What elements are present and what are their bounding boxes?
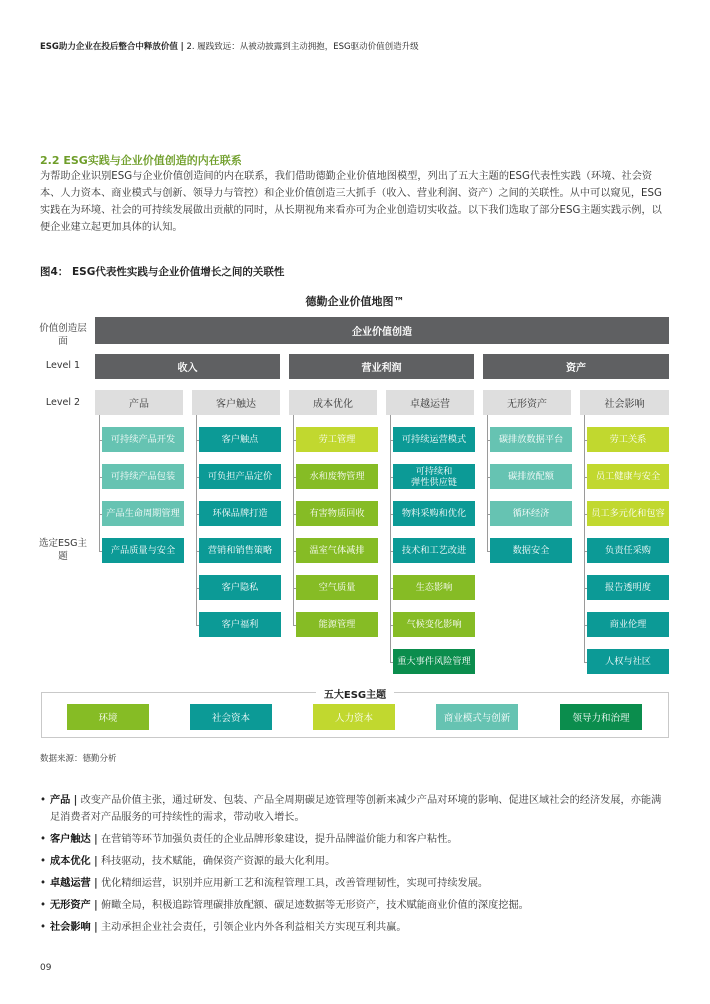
esg-theme-business-model: 商业模式与创新	[436, 704, 518, 730]
row-label-value-creation: 价值创造层面	[39, 323, 87, 347]
header-separator: |	[180, 42, 184, 52]
esg-topic-box: 可持续和 弹性供应链	[393, 464, 475, 489]
header-doc-title: ESG助力企业在投后整合中释放价值	[40, 42, 178, 52]
bullet-separator: |	[73, 795, 78, 806]
level1-operating-profit: 营业利润	[289, 354, 474, 379]
esg-topic-box: 报告透明度	[587, 575, 669, 600]
esg-topic-box: 技术和工艺改进	[393, 538, 475, 563]
bullet-text: 在营销等环节加强负责任的企业品牌形象建设，提升品牌溢价能力和客户粘性。	[100, 834, 458, 845]
bullet-term: 产品	[50, 795, 71, 806]
esg-topic-box: 客户隐私	[199, 575, 281, 600]
running-header	[40, 40, 419, 52]
esg-topic-box: 水和废物管理	[296, 464, 378, 489]
header-chapter: 2. 履践致远：从被动披露到主动拥抱，ESG驱动价值创造升级	[186, 42, 419, 52]
bullet-separator: |	[94, 878, 98, 889]
bullet-separator: |	[94, 922, 98, 933]
page-number: 09	[40, 963, 52, 973]
esg-topic-box: 劳工关系	[587, 427, 669, 452]
esg-topic-box: 负责任采购	[587, 538, 669, 563]
esg-topic-box: 可持续运营模式	[393, 427, 475, 452]
esg-topic-box: 碳排放配额	[490, 464, 572, 489]
level2-cost-optimization: 成本优化	[289, 390, 377, 415]
value-creation-bar: 企业价值创造	[95, 317, 669, 344]
level2-product: 产品	[95, 390, 183, 415]
figure-title: 图4： ESG代表性实践与企业价值增长之间的关联性	[40, 266, 285, 278]
esg-topic-box: 可持续产品开发	[102, 427, 184, 452]
bullet-separator: |	[94, 900, 98, 911]
bullet-cost-optimization	[40, 853, 670, 870]
level2-intangible-assets: 无形资产	[483, 390, 571, 415]
esg-topic-box: 可持续产品包装	[102, 464, 184, 489]
tree-connector	[99, 415, 100, 551]
bullet-term: 社会影响	[50, 922, 91, 933]
value-map-title: 德勤企业价值地图™	[305, 295, 405, 308]
esg-topic-box: 环保品牌打造	[199, 501, 281, 526]
bullet-product	[40, 792, 670, 826]
bullet-term: 成本优化	[50, 856, 91, 867]
esg-theme-social-capital: 社会资本	[190, 704, 272, 730]
bullet-text: 科技驱动，技术赋能，确保资产资源的最大化利用。	[100, 856, 336, 867]
esg-topic-box: 客户福利	[199, 612, 281, 637]
bullet-term: 无形资产	[50, 900, 91, 911]
level1-revenue: 收入	[95, 354, 280, 379]
bullet-list	[40, 792, 670, 941]
esg-topic-box: 能源管理	[296, 612, 378, 637]
level2-customer-reach: 客户触达	[192, 390, 280, 415]
bullet-social-impact	[40, 919, 670, 936]
esg-topic-box: 有害物质回收	[296, 501, 378, 526]
row-label-level1: Level 1	[45, 360, 81, 371]
figure-source: 数据来源：德勤分析	[40, 754, 117, 764]
esg-topic-box: 营销和销售策略	[199, 538, 281, 563]
esg-topic-box: 数据安全	[490, 538, 572, 563]
bullet-term: 客户触达	[50, 834, 91, 845]
esg-topic-box: 劳工管理	[296, 427, 378, 452]
esg-theme-leadership-governance: 领导力和治理	[560, 704, 642, 730]
esg-topic-box: 产品生命周期管理	[102, 501, 184, 526]
bullet-intangible-assets	[40, 897, 670, 914]
level1-assets: 资产	[483, 354, 669, 379]
esg-topic-box: 员工健康与安全	[587, 464, 669, 489]
row-label-esg-topics: 选定ESG主题	[39, 538, 87, 562]
esg-topic-box: 产品质量与安全	[102, 538, 184, 563]
level2-operational-excellence: 卓越运营	[386, 390, 474, 415]
bullet-text: 俯瞰全局，积极追踪管理碳排放配额、碳足迹数据等无形资产，技术赋能商业价值的深度挖掘。	[100, 900, 529, 911]
section-title: 2.2 ESG实践与企业价值创造的内在联系	[40, 154, 242, 167]
bullet-customer-reach	[40, 831, 670, 848]
esg-topic-box: 人权与社区	[587, 649, 669, 674]
tree-connector	[196, 415, 197, 625]
row-label-level2: Level 2	[45, 397, 81, 408]
esg-topic-box: 客户触点	[199, 427, 281, 452]
section-intro: 为帮助企业识别ESG与企业价值创造间的内在联系，我们借助德勤企业价值地图模型，列出了五大主题的ESG代表性实践（环境、社会资本、人力资本、商业模式与创新、领导力与管控）和企业价值创造三大抓手（收入、营业利润、资产）之间的关联性。从中可以窥见，ESG实践在为环境、社会的可持续发展做出贡献的同时，从长期视角来看亦可为企业创造切实收益。以下我们选取了部分ESG主题实践示例，以便企业建立起更加具体的认知。	[40, 171, 662, 233]
tree-connector	[293, 415, 294, 625]
bullet-text: 主动承担企业社会责任，引领企业内外各利益相关方实现互利共赢。	[100, 922, 407, 933]
esg-topic-box: 可负担产品定价	[199, 464, 281, 489]
bullet-separator: |	[94, 856, 98, 867]
esg-topic-box: 物料采购和优化	[393, 501, 475, 526]
esg-topic-box: 温室气体减排	[296, 538, 378, 563]
esg-topic-box: 生态影响	[393, 575, 475, 600]
bullet-term: 卓越运营	[50, 878, 91, 889]
esg-theme-human-capital: 人力资本	[313, 704, 395, 730]
esg-theme-environment: 环境	[67, 704, 149, 730]
esg-topic-box: 重大事件风险管理	[393, 649, 475, 674]
esg-themes-title-text: 五大ESG主题	[316, 690, 394, 701]
esg-topic-box: 商业伦理	[587, 612, 669, 637]
tree-connector	[487, 415, 488, 551]
esg-topic-box: 循环经济	[490, 501, 572, 526]
bullet-operational-excellence	[40, 875, 670, 892]
esg-topic-box: 空气质量	[296, 575, 378, 600]
esg-themes-title	[0, 686, 710, 701]
bullet-text: 改变产品价值主张，通过研发、包装、产品全周期碳足迹管理等创新来减少产品对环境的影响、促进区域社会的经济发展，亦能满足消费者对产品服务的可持续性的需求，带动收入增长。	[50, 795, 662, 823]
bullet-separator: |	[94, 834, 98, 845]
bullet-text: 优化精细运营，识别并应用新工艺和流程管理工具，改善管理韧性，实现可持续发展。	[100, 878, 489, 889]
level2-social-impact: 社会影响	[580, 390, 669, 415]
esg-topic-box: 员工多元化和包容	[587, 501, 669, 526]
esg-topic-box: 气候变化影响	[393, 612, 475, 637]
esg-topic-box: 碳排放数据平台	[490, 427, 572, 452]
